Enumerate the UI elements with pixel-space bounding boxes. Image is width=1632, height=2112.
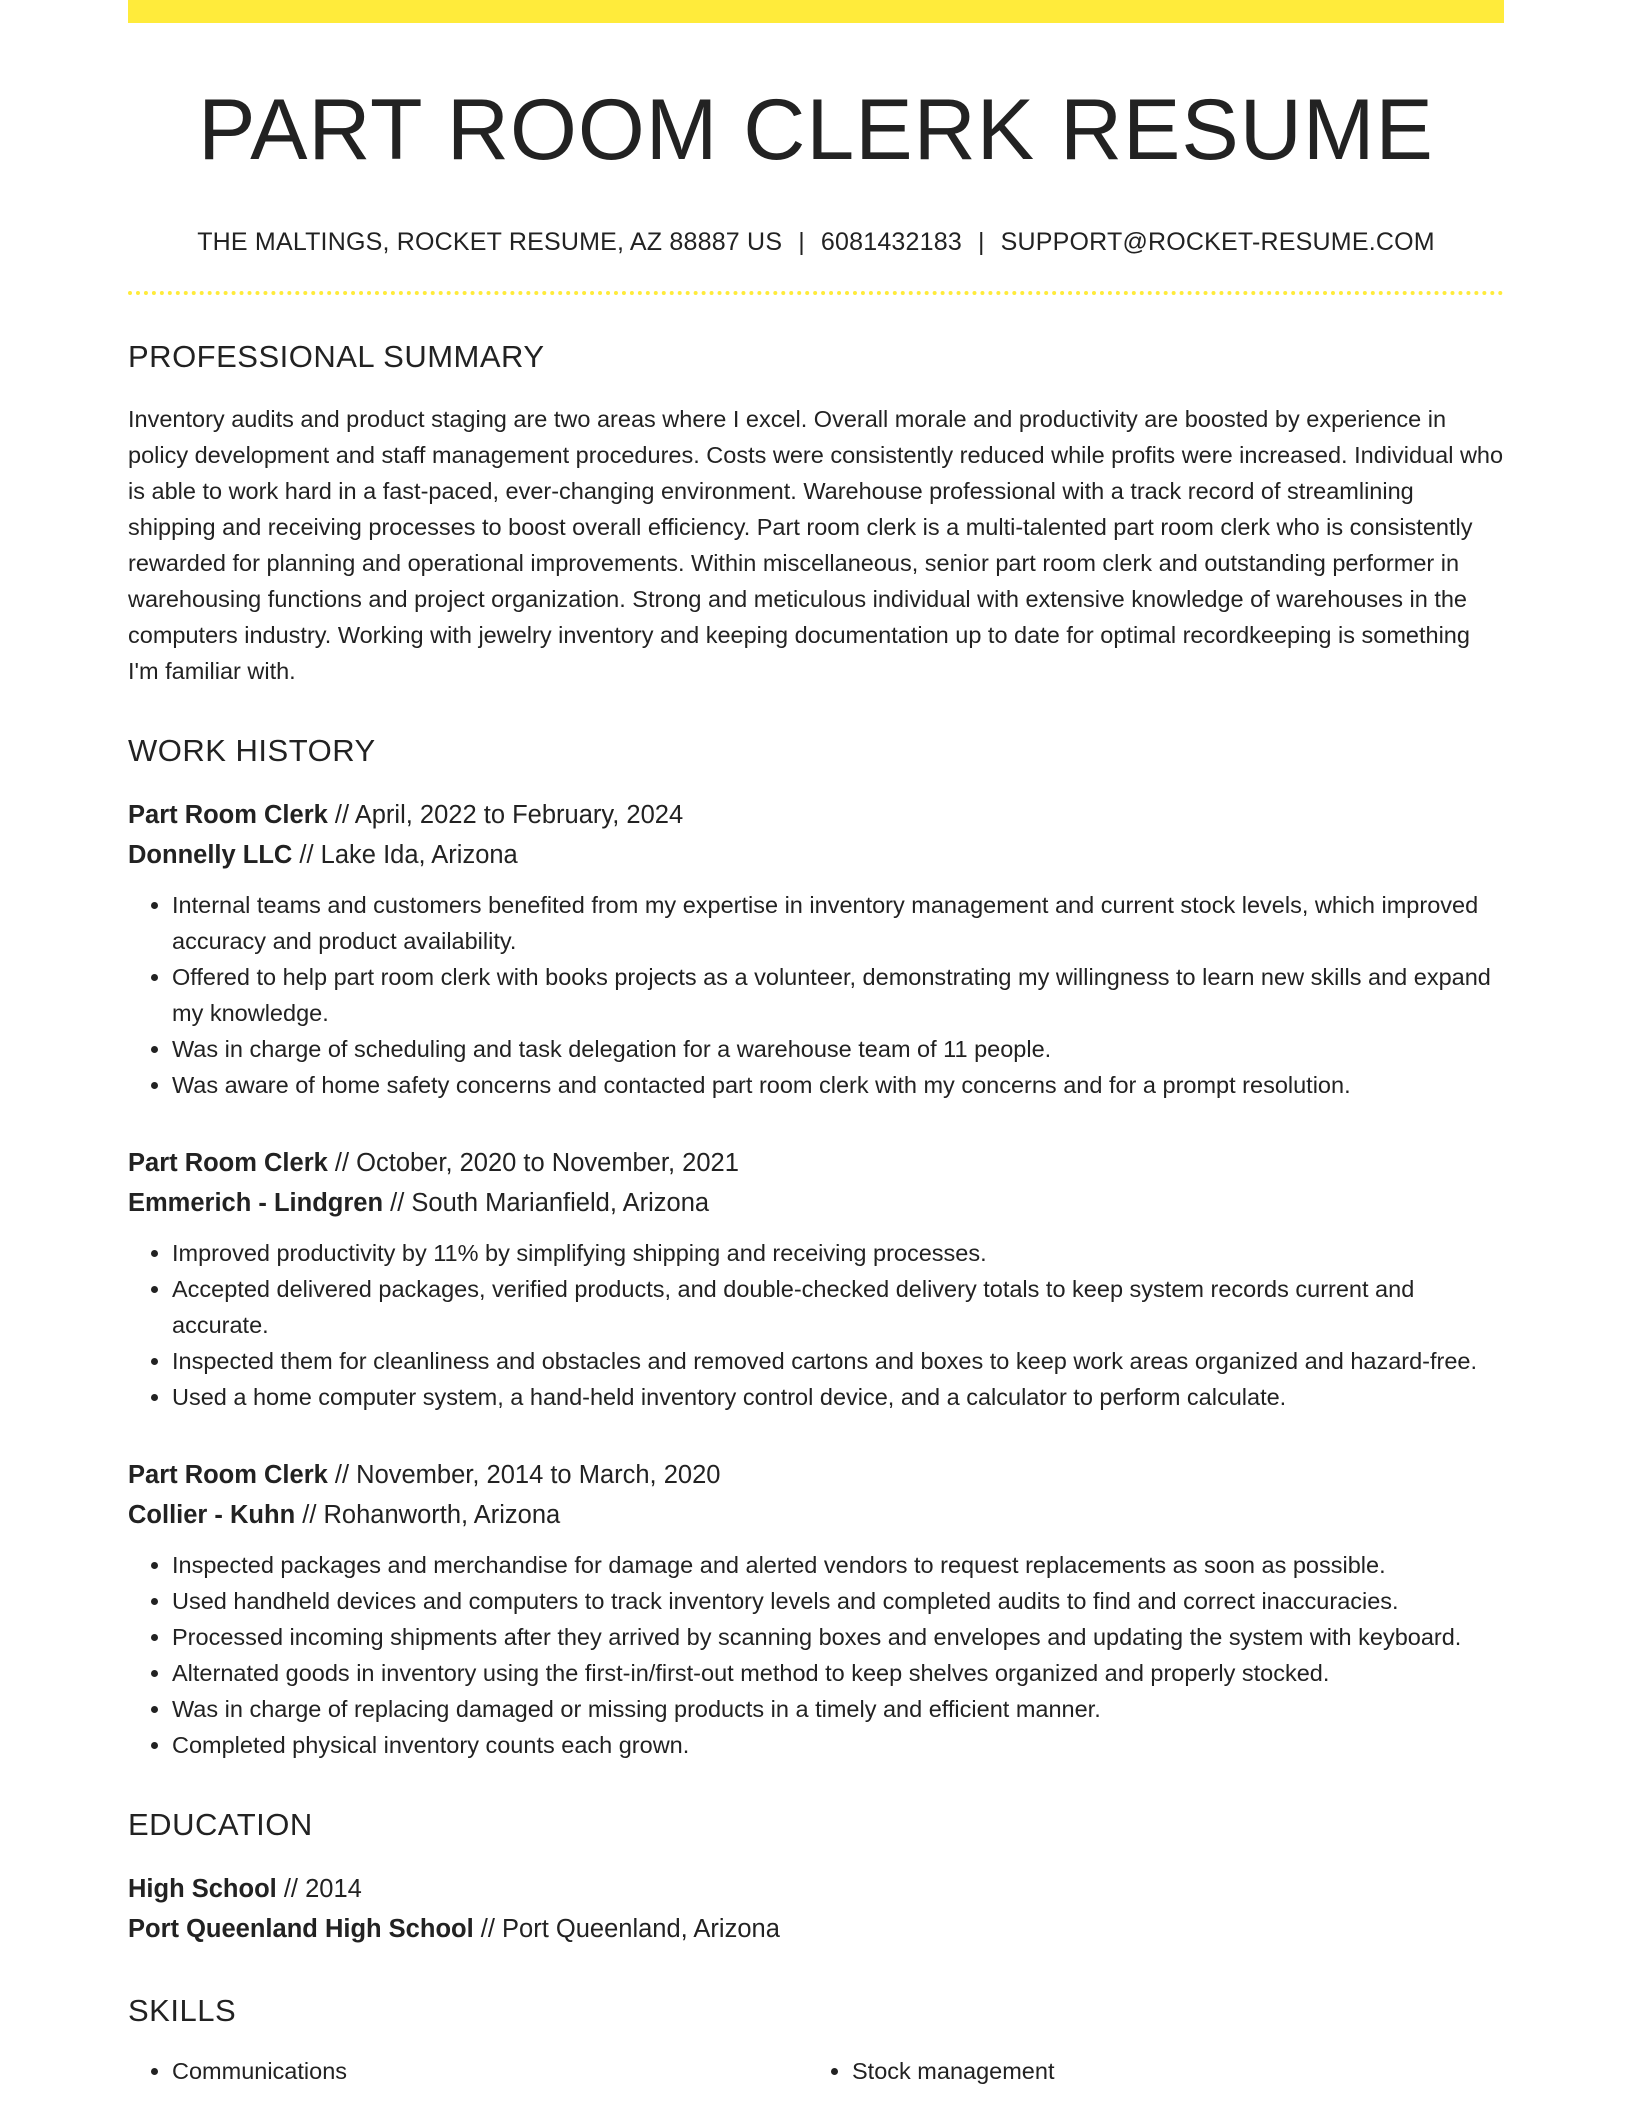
education-entry <box>128 1869 1504 1949</box>
work-history-heading: WORK HISTORY <box>128 732 376 768</box>
job-company: Emmerich - Lindgren <box>128 1188 384 1217</box>
education-school-line <box>128 1909 1504 1949</box>
job-title-line <box>128 1455 1504 1495</box>
job-title-line <box>128 795 1504 835</box>
job-entry <box>128 795 1504 1103</box>
contact-line <box>128 228 1504 257</box>
education-heading: EDUCATION <box>128 1806 313 1842</box>
job-bullets <box>128 1235 1504 1415</box>
education-location: // Port Queenland, Arizona <box>473 1914 780 1943</box>
job-bullet: • Alternated goods in inventory using the first-in/first-out method to keep shelves organized and properly stocked. <box>172 1655 1504 1691</box>
job-bullet: • Completed physical inventory counts each grown. <box>172 1727 1504 1763</box>
job-title: Part Room Clerk <box>128 800 328 829</box>
job-entry <box>128 1455 1504 1763</box>
job-bullets <box>128 1547 1504 1763</box>
job-bullet: • Inspected them for cleanliness and obstacles and removed cartons and boxes to keep work areas organized and hazard-free. <box>172 1343 1504 1379</box>
contact-email: SUPPORT@ROCKET-RESUME.COM <box>1000 227 1435 256</box>
contact-phone: 6081432183 <box>820 227 962 256</box>
job-dates: // April, 2022 to February, 2024 <box>327 800 684 829</box>
skill-item: • Communications <box>172 2053 808 2089</box>
job-bullet: • Processed incoming shipments after they arrived by scanning boxes and envelopes and updating the system with keyboard. <box>172 1619 1504 1655</box>
job-dates: // November, 2014 to March, 2020 <box>327 1460 721 1489</box>
job-bullet: • Used handheld devices and computers to track inventory levels and completed audits to find and correct inaccuracies. <box>172 1583 1504 1619</box>
job-title: Part Room Clerk <box>128 1148 328 1177</box>
job-bullet: • Used a home computer system, a hand-held inventory control device, and a calculator to perform calculate. <box>172 1379 1504 1415</box>
job-title-line <box>128 1143 1504 1183</box>
job-company-line <box>128 835 1504 875</box>
education-year: // 2014 <box>276 1874 362 1903</box>
resume-title: PART ROOM CLERK RESUME <box>198 82 1434 178</box>
job-bullet: • Improved productivity by 11% by simplifying shipping and receiving processes. <box>172 1235 1504 1271</box>
header-divider <box>128 291 1504 295</box>
job-bullet: • Was in charge of scheduling and task delegation for a warehouse team of 11 people. <box>172 1031 1504 1067</box>
skills-heading: SKILLS <box>128 1992 237 2028</box>
job-bullet: • Accepted delivered packages, verified products, and double-checked delivery totals to keep system records current and accurate. <box>172 1271 1504 1343</box>
accent-top-bar <box>128 0 1504 23</box>
job-location: // South Marianfield, Arizona <box>383 1188 710 1217</box>
summary-heading: PROFESSIONAL SUMMARY <box>128 338 545 374</box>
job-company: Donnelly LLC <box>128 840 293 869</box>
job-bullet: • Offered to help part room clerk with books projects as a volunteer, demonstrating my willingness to learn new skills and expand my knowledge. <box>172 959 1504 1031</box>
skills-column-left <box>128 2053 808 2089</box>
job-bullet: • Was aware of home safety concerns and contacted part room clerk with my concerns and for a prompt resolution. <box>172 1067 1504 1103</box>
contact-separator: | <box>798 227 805 256</box>
job-entry <box>128 1143 1504 1415</box>
contact-address: THE MALTINGS, ROCKET RESUME, AZ 88887 US <box>197 227 783 256</box>
job-location: // Rohanworth, Arizona <box>295 1500 561 1529</box>
job-title: Part Room Clerk <box>128 1460 328 1489</box>
job-company-line <box>128 1495 1504 1535</box>
education-school: Port Queenland High School <box>128 1914 474 1943</box>
education-degree-line <box>128 1869 1504 1909</box>
job-bullet: • Inspected packages and merchandise for damage and alerted vendors to request replacements as soon as possible. <box>172 1547 1504 1583</box>
summary-text: Inventory audits and product staging are two areas where I excel. Overall morale and productivity are boosted by experience in policy development and staff management procedures. Costs were consistently reduced while profits were increased. Individual who is able to work hard in a fast-paced, ever-changing environment. Warehouse professional with a track record of streamlining shipping and receiving processes to boost overall efficiency. Part room clerk is a multi-talented part room clerk who is consistently rewarded for planning and operational improvements. Within miscellaneous, senior part room clerk and outstanding performer in warehousing functions and project organization. Strong and meticulous individual with extensive knowledge of warehouses in the computers industry. Working with jewelry inventory and keeping documentation up to date for optimal recordkeeping is something I'm familiar with. <box>128 405 1504 684</box>
skill-item: • Stock management <box>852 2053 1488 2089</box>
job-company: Collier - Kuhn <box>128 1500 296 1529</box>
job-bullets <box>128 887 1504 1103</box>
resume-content <box>128 0 1504 2089</box>
job-bullet: • Was in charge of replacing damaged or missing products in a timely and efficient manner. <box>172 1691 1504 1727</box>
skills-column-right <box>808 2053 1488 2089</box>
education-degree: High School <box>128 1874 277 1903</box>
skills-list <box>128 2053 1504 2089</box>
job-company-line <box>128 1183 1504 1223</box>
job-dates: // October, 2020 to November, 2021 <box>327 1148 739 1177</box>
contact-separator: | <box>977 227 985 256</box>
job-bullet: • Internal teams and customers benefited from my expertise in inventory management and current stock levels, which improved accuracy and product availability. <box>172 887 1504 959</box>
job-location: // Lake Ida, Arizona <box>292 840 518 869</box>
